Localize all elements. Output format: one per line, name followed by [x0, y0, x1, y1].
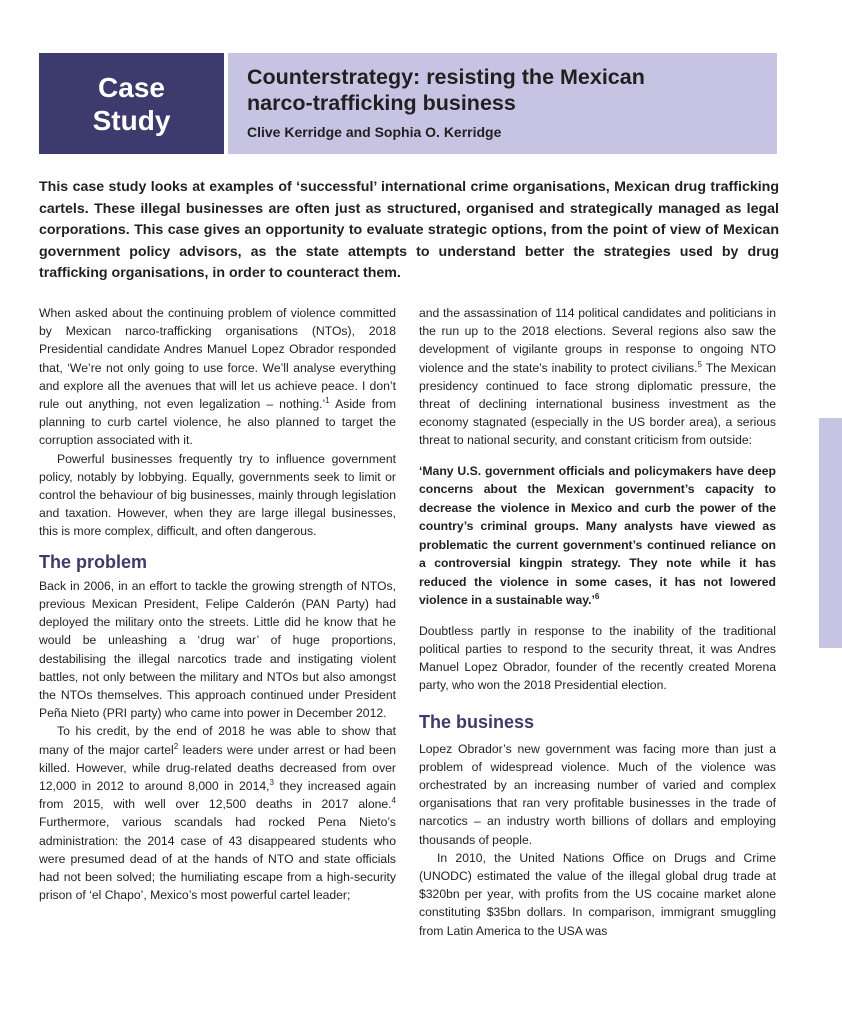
paragraph: To his credit, by the end of 2018 he was able to show that many of the major cartel$^2$ leaders were under arrest or had been killed. However, while drug-related deaths decreased from over 12,000 in 2012 to around 8,000 in 2014,$^3$ they increased again from 2015, with well over 12,500 deaths in 2017 alone.$^4$ Furthermore, various scandals had rocked Pena Nieto’s administration: the 2014 case of 43 disappeared students who were presumed dead of at the hands of NTO and state officials had not been solved; the humiliating escape from a high-security prison of ‘el Chapo’, Mexico’s most powerful cartel leader;: [39, 724, 397, 903]
block-quote: ‘Many U.S. government officials and policymakers have deep concerns about the Mexican government’s capacity to decrease the violence in Mexico and curb the power of the country’s criminal groups. Many analysts have viewed as problematic the current government’s continued reliance on a controversial kingpin strategy. They note while it has reduced the violence in some cases, it has not lowered violence in a sustainable way.’$^6$: [419, 463, 776, 608]
side-tab: [819, 418, 842, 648]
paragraph: Powerful businesses frequently try to influence government policy, notably by lobbying. Equally, governments seek to limit or control the behaviour of big businesses, mainly through legislation and taxation. However, when they are large illegal businesses, this is more complex, difficult, and often dangerous.: [39, 451, 396, 539]
footnote-ref: 4: [391, 796, 396, 806]
paragraph: When asked about the continuing problem of violence committed by Mexican narco-trafficking organisations (NTOs), 2018 Presidential candidate Andres Manuel Lopez Obrador responded that, ‘We’re not only going to use force. We’ll analyse everything and explore all the avenues that will let us achieve peace. I don’t rule out anything, not even legalization – nothing.’$^1$ Aside from planning to curb cartel violence, he also planned to target the corruption associated with it.: [39, 306, 396, 448]
section-heading-business: The business: [419, 712, 535, 733]
authors: Clive Kerridge and Sophia O. Kerridge: [247, 124, 502, 140]
title-line-1: Counterstrategy: resisting the Mexican: [247, 65, 645, 89]
footnote-ref: 3: [269, 778, 274, 788]
footnote-ref: 5: [697, 359, 702, 369]
paragraph: In 2010, the United Nations Office on Drugs and Crime (UNODC) estimated the value of the illegal global drug trade at $320bn per year, with profits from the US cocaine market alone constituting $35bn dollars. In comparison, immigrant smuggling from Latin America to the USA was: [419, 850, 776, 938]
footnote-ref: 1: [325, 396, 330, 406]
left-column: [39, 304, 396, 905]
article-title: [247, 64, 645, 116]
right-column: [419, 304, 776, 940]
paragraph: Doubtless partly in response to the inability of the traditional political parties to respond to the security threat, it was Andres Manuel Lopez Obrador, founder of the recently created Morena party, who won the 2018 Presidential election.: [419, 623, 776, 693]
case-study-badge: [39, 53, 224, 154]
paragraph: and the assassination of 114 political candidates and politicians in the run up to the 2018 elections. Several regions also saw the development of vigilante groups in response to ongoing NTO violence and the state’s inability to protect civilians.$^5$ The Mexican presidency continued to face strong diplomatic pressure, the threat of declining international business investment as the economy stagnated (especially in the US border area), a serious threat to national security, and constant criticism from outside:: [419, 306, 776, 448]
paragraph: Lopez Obrador’s new government was facing more than just a problem of widespread violence. Much of the violence was orchestrated by an increasing number of varied and complex organisations that ran very profitable businesses in the trade of narcotics – an industry worth billions of dollars and employing thousands of people.: [419, 741, 776, 847]
section-heading-problem: The problem: [39, 551, 148, 572]
title-box: [228, 53, 777, 154]
paragraph: Back in 2006, in an effort to tackle the growing strength of NTOs, previous Mexican President, Felipe Calderón (PAN Party) had deployed the military onto the streets. Little did he know that he would be unleashing a ‘drug war’ of huge proportions, destabilising the illegal narcotics trade and instigating violent battles, not only between the military and NTOs but also amongst the NTOs themselves. This approach continued under President Peña Nieto (PRI party) who came into power in December 2012.: [39, 578, 396, 721]
badge-line-2: Study: [92, 104, 171, 136]
title-line-2: narco-trafficking business: [247, 91, 516, 115]
footnote-ref: 2: [173, 741, 179, 751]
badge-line-1: Case: [98, 71, 165, 103]
footnote-ref: 6: [594, 592, 600, 602]
abstract: This case study looks at examples of ‘successful’ international crime organisations, Mexican drug trafficking cartels. These illegal businesses are often just as structured, organised and strategically managed as legal corporations. This case gives an opportunity to evaluate strategic options, from the point of view of Mexican government policy advisors, as the state attempts to understand better the strategies used by drug trafficking organisations, in order to counteract them.: [39, 179, 779, 282]
